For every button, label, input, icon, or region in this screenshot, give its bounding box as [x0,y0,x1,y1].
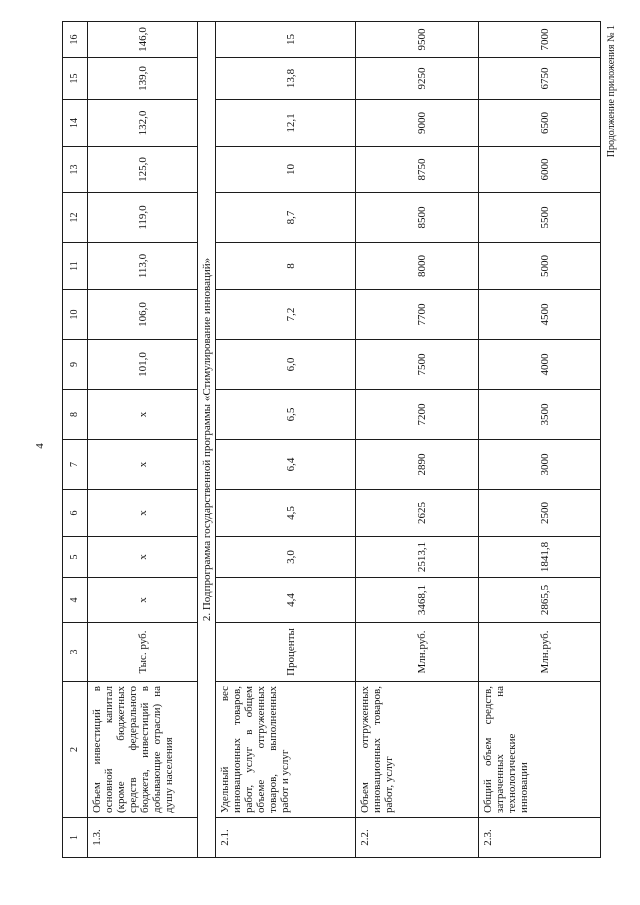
value-cell: 6750 [479,58,601,100]
column-number: 16 [63,22,88,58]
value-cell: 5000 [479,243,601,290]
value-cell: х [88,440,198,490]
value-cell: 7500 [356,340,479,390]
value-cell: 2513,1 [356,537,479,578]
value-cell: х [88,537,198,578]
indicator-name [356,682,479,818]
column-number: 4 [63,578,88,623]
value-cell: 4000 [479,340,601,390]
value-cell: 3,0 [216,537,356,578]
value-cell: 146,0 [88,22,198,58]
value-cell: 3000 [479,440,601,490]
value-cell: 2890 [356,440,479,490]
column-number: 14 [63,100,88,147]
indicator-name [479,682,601,818]
indicator-name-line: Удельный вес [219,686,231,813]
indicator-name-line: работ, услуг в общем [243,686,255,813]
value-cell: 1841,8 [479,537,601,578]
column-number: 10 [63,290,88,340]
value-cell: 3468,1 [356,578,479,623]
column-number: 12 [63,193,88,243]
column-number: 13 [63,147,88,193]
column-number-row [63,22,88,858]
table-row [88,22,198,858]
value-cell: 8,7 [216,193,356,243]
column-number: 7 [63,440,88,490]
row-number: 2.2. [356,818,479,858]
value-cell: 8 [216,243,356,290]
value-cell: 6,0 [216,340,356,390]
row-number: 2.1. [216,818,356,858]
value-cell: 9250 [356,58,479,100]
section-row [198,22,216,858]
indicators-table [62,21,601,858]
value-cell: 8000 [356,243,479,290]
value-cell: 6500 [479,100,601,147]
page-number: 4 [34,443,46,449]
value-cell: х [88,390,198,440]
value-cell: 2865,5 [479,578,601,623]
value-cell: 5500 [479,193,601,243]
indicator-name-line: Объем отгруженных [359,686,371,813]
value-cell: 106,0 [88,290,198,340]
value-cell: 10 [216,147,356,193]
value-cell: 13,8 [216,58,356,100]
row-number: 2.3. [479,818,601,858]
indicator-name-line: технологические [506,733,518,813]
unit-cell: Млн.руб. [479,623,601,682]
value-cell: 7700 [356,290,479,340]
table-row [216,22,356,858]
value-cell: 8750 [356,147,479,193]
indicator-name-line: товаров, выполненных [267,686,279,813]
column-number: 3 [63,623,88,682]
value-cell: 9500 [356,22,479,58]
value-cell: 4,4 [216,578,356,623]
column-number: 1 [63,818,88,858]
column-number: 5 [63,537,88,578]
value-cell: 4,5 [216,490,356,537]
value-cell: 101,0 [88,340,198,390]
value-cell: 6,5 [216,390,356,440]
value-cell: х [88,578,198,623]
column-number: 2 [63,682,88,818]
unit-cell: Проценты [216,623,356,682]
indicator-name-line: работ, услуг [383,756,395,813]
indicator-name-line: инновационных товаров, [371,686,383,813]
value-cell: 119,0 [88,193,198,243]
unit-cell: Тыс. руб. [88,623,198,682]
table-body [63,22,601,858]
indicator-name-line: Объем инвестиций в [91,686,103,813]
table-row [356,22,479,858]
value-cell: 3500 [479,390,601,440]
value-cell: 125,0 [88,147,198,193]
value-cell: х [88,490,198,537]
indicator-name [88,682,198,818]
value-cell: 6000 [479,147,601,193]
value-cell: 7,2 [216,290,356,340]
column-number: 11 [63,243,88,290]
indicator-name-line: инновации [518,762,530,813]
table-row [479,22,601,858]
indicator-name-line: (кроме бюджетных [115,686,127,813]
indicator-name-line: затраченных на [494,686,506,813]
value-cell: 113,0 [88,243,198,290]
value-cell: 4500 [479,290,601,340]
value-cell: 7000 [479,22,601,58]
column-number: 8 [63,390,88,440]
value-cell: 6,4 [216,440,356,490]
value-cell: 9000 [356,100,479,147]
row-number: 1.3. [88,818,198,858]
continuation-note: Продолжение приложения № 1 [606,25,617,158]
indicator-name-line: объеме отгруженных [255,686,267,813]
value-cell: 12,1 [216,100,356,147]
value-cell: 139,0 [88,58,198,100]
indicator-name-line: бюджета, инвестиций в [139,686,151,813]
value-cell: 132,0 [88,100,198,147]
value-cell: 7200 [356,390,479,440]
column-number: 6 [63,490,88,537]
value-cell: 2625 [356,490,479,537]
indicator-name-line: душу населения [163,737,175,813]
indicator-name-line: добывающие отрасли) на [151,686,163,813]
indicator-name-line: основной капитал [103,686,115,813]
indicator-name-line: Общий объем средств, [482,686,494,813]
value-cell: 8500 [356,193,479,243]
section-title: 2. Подпрограмма государственной программы «Стимулирование инноваций» [198,22,216,858]
value-cell: 15 [216,22,356,58]
column-number: 15 [63,58,88,100]
unit-cell: Млн.руб. [356,623,479,682]
value-cell: 2500 [479,490,601,537]
indicator-name-line: работ и услуг [279,749,291,813]
indicator-name [216,682,356,818]
indicator-name-line: средств федерального [127,686,139,813]
indicator-name-line: инновационных товаров, [231,686,243,813]
column-number: 9 [63,340,88,390]
